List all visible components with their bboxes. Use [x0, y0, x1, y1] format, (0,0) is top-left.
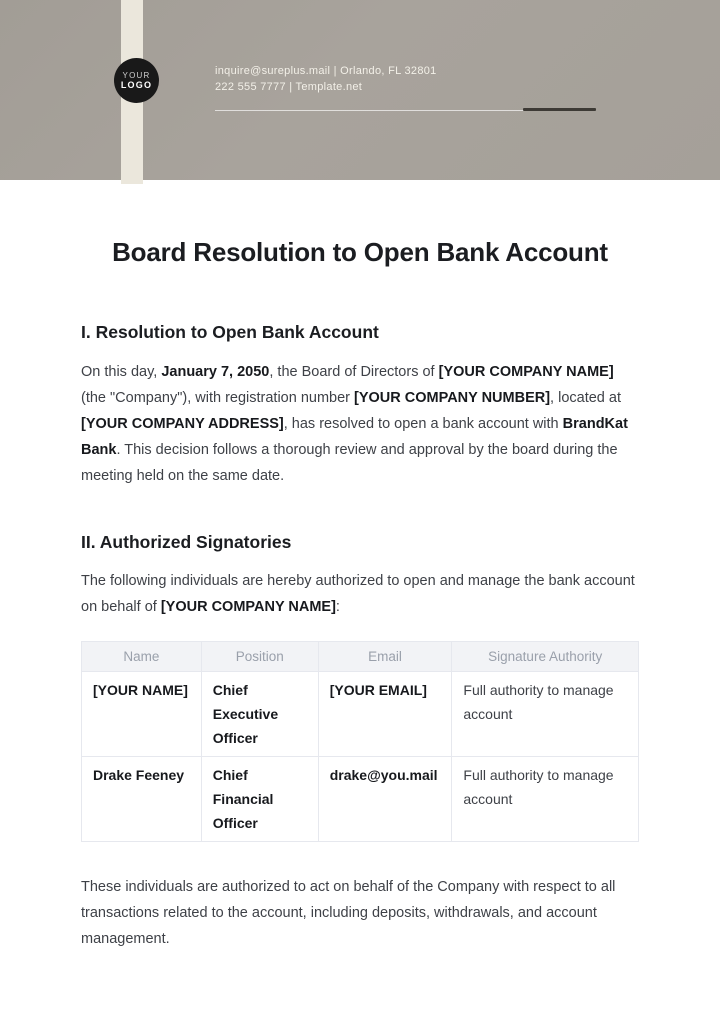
text-run: On this day,	[81, 364, 162, 380]
document-body	[0, 236, 720, 952]
text-run: . This decision follows a thorough review and approval by the board during the meeting held on the same date.	[81, 442, 618, 484]
cell-authority: Full authority to manage account	[452, 672, 639, 757]
cell-name: [YOUR NAME]	[82, 672, 202, 757]
header-divider-accent	[523, 108, 596, 111]
text-run: , has resolved to open a bank account with	[283, 416, 563, 432]
text-run: , located at	[550, 390, 621, 406]
text-run: The following individuals are hereby authorized to open and manage the bank account on behalf of	[81, 573, 635, 615]
document-title: Board Resolution to Open Bank Account	[112, 237, 608, 267]
bold-text-run: [YOUR COMPANY ADDRESS]	[81, 416, 284, 432]
cell-authority: Full authority to manage account	[452, 757, 639, 842]
table-row	[82, 672, 639, 757]
closing-paragraph: These individuals are authorized to act on behalf of the Company with respect to all transactions related to the account, including deposits, withdrawals, and account management.	[81, 879, 616, 947]
contact-line-phone-website: 222 555 7777 | Template.net	[215, 80, 363, 93]
text-run: :	[335, 599, 340, 615]
company-logo	[114, 58, 159, 103]
logo-text-your: YOUR	[122, 71, 151, 80]
section-2-heading: II. Authorized Signatories	[81, 532, 292, 552]
cell-position: Chief Financial Officer	[201, 757, 318, 842]
contact-line-email-address: inquire@sureplus.mail | Orlando, FL 32801	[215, 65, 437, 77]
bold-text-run: [YOUR COMPANY NAME]	[438, 364, 614, 380]
bold-text-run: [YOUR COMPANY NAME]	[160, 599, 336, 615]
bold-text-run: [YOUR COMPANY NUMBER]	[354, 390, 551, 406]
section-2-intro-paragraph	[81, 568, 639, 620]
column-header-name: Name	[82, 642, 202, 672]
logo-text-logo: LOGO	[120, 80, 153, 90]
cell-email: drake@you.mail	[318, 757, 452, 842]
section-1-heading: I. Resolution to Open Bank Account	[81, 322, 379, 342]
column-header-position: Position	[201, 642, 318, 672]
bold-text-run: January 7, 2050	[161, 364, 270, 380]
contact-info	[215, 64, 437, 95]
bold-text-run: BrandKat Bank	[81, 416, 628, 458]
cell-email: [YOUR EMAIL]	[318, 672, 452, 757]
header-divider-thin	[215, 110, 525, 111]
text-run: (the "Company"), with registration number	[81, 390, 355, 406]
cell-name: Drake Feeney	[82, 757, 202, 842]
column-header-signature-authority: Signature Authority	[452, 642, 639, 672]
column-header-email: Email	[318, 642, 452, 672]
table-row	[82, 757, 639, 842]
signatories-table-body	[82, 672, 639, 842]
text-run: , the Board of Directors of	[269, 364, 439, 380]
letterhead-header	[0, 0, 720, 180]
cell-position: Chief Executive Officer	[201, 672, 318, 757]
signatories-table	[81, 641, 639, 842]
section-1-paragraph	[81, 359, 639, 489]
table-header-row	[82, 642, 639, 672]
